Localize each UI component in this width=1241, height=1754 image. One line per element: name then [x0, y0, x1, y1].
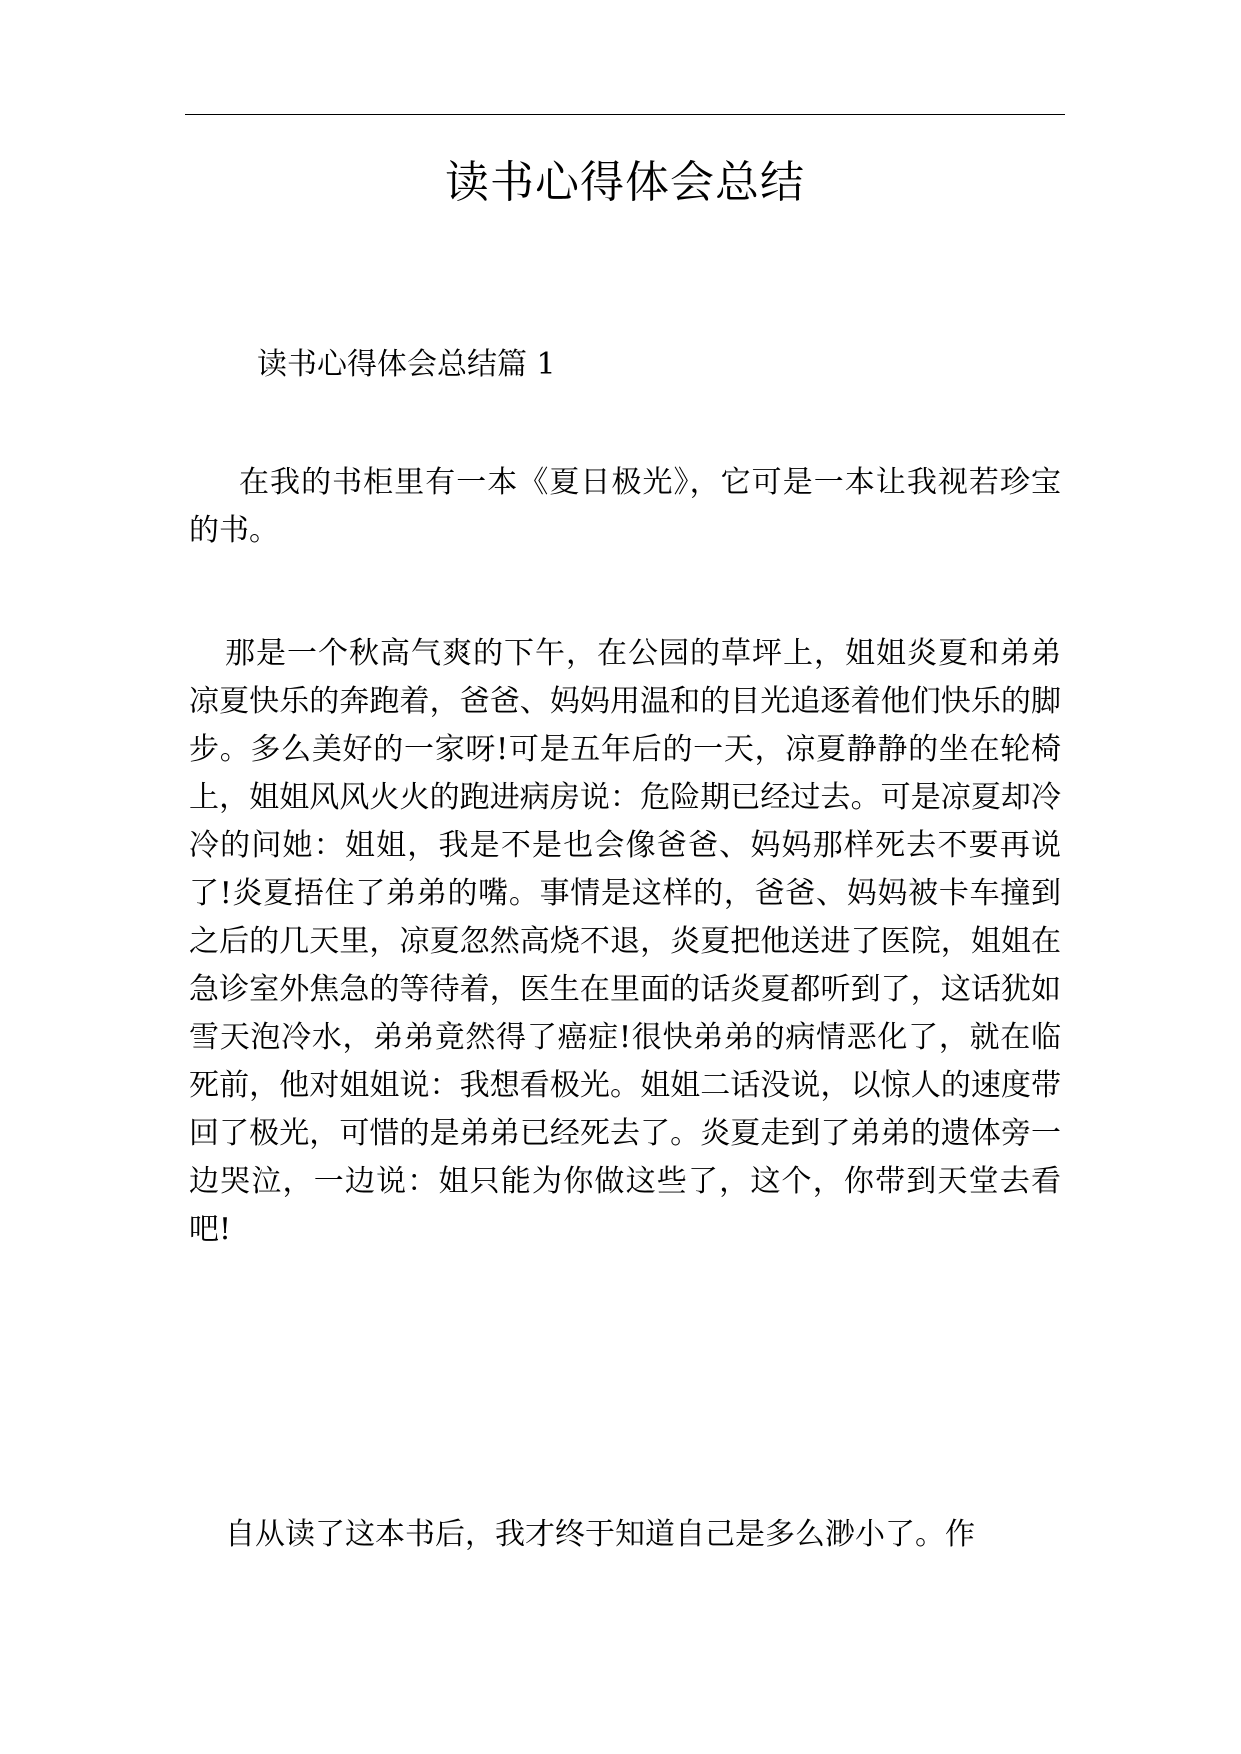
paragraph-1: 在我的书柜里有一本《夏日极光》，它可是一本让我视若珍宝的书。	[189, 465, 1061, 548]
document-title: 读书心得体会总结	[445, 157, 805, 208]
header-rule	[185, 114, 1065, 115]
section-heading: 读书心得体会总结篇 1	[257, 347, 556, 382]
paragraph-3: 自从读了这本书后，我才终于知道自己是多么渺小了。作	[225, 1517, 975, 1552]
paragraph-2: 那是一个秋高气爽的下午，在公园的草坪上，姐姐炎夏和弟弟凉夏快乐的奔跑着，爸爸、妈妈用温和的目光追逐着他们快乐的脚步。多么美好的一家呀!可是五年后的一天，凉夏静静的坐在轮椅上，姐姐风风火火的跑进病房说：危险期已经过去。可是凉夏却冷冷的问她：姐姐，我是不是也会像爸爸、妈妈那样死去不要再说了!炎夏捂住了弟弟的嘴。事情是这样的，爸爸、妈妈被卡车撞到之后的几天里，凉夏忽然高烧不退，炎夏把他送进了医院，姐姐在急诊室外焦急的等待着，医生在里面的话炎夏都听到了，这话犹如雪天泡冷水，弟弟竟然得了癌症!很快弟弟的病情恶化了，就在临死前，他对姐姐说：我想看极光。姐姐二话没说，以惊人的速度带回了极光，可惜的是弟弟已经死去了。炎夏走到了弟弟的遗体旁一边哭泣，一边说：姐只能为你做这些了，这个，你带到天堂去看吧!	[189, 636, 1061, 1247]
